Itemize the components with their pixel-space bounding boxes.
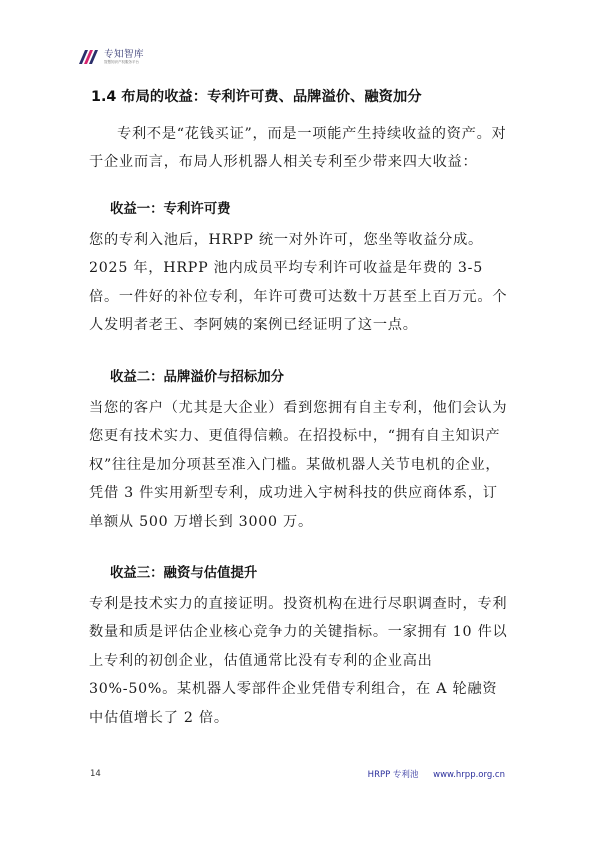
logo xyxy=(79,49,144,65)
benefit-1-heading: 收益一：专利许可费 xyxy=(110,202,231,217)
logo-title: 专知智库 xyxy=(104,49,145,60)
benefit-3-body: 专利是技术实力的直接证明。投资机构在进行尽职调查时，专利数量和质是评估企业核心竞争力的关键指标。一家拥有 10 件以上专利的初创企业，估值通常比没有专利的企业高出 30%-50%。某机器人零部件企业凭借专利组合，在 A 轮融资中估值增长了 2 倍。 xyxy=(89,596,508,726)
benefit-2-heading: 收益二：品牌溢价与招标加分 xyxy=(110,370,285,385)
footer-brand: HRPP 专利池 xyxy=(367,770,419,780)
footer-url[interactable]: www.hrpp.org.cn xyxy=(433,770,505,780)
section-title: 1.4 布局的收益：专利许可费、品牌溢价、融资加分 xyxy=(91,89,422,105)
benefit-2-body: 当您的客户（尤其是大企业）看到您拥有自主专利，他们会认为您更有技术实力、更值得信赖。在招投标中，“拥有自主知识产权”往往是加分项甚至准入门槛。某做机器人关节电机的企业，凭借 3 件实用新型专利，成功进入宇树科技的供应商体系，订单额从 500 万增长到 3000 万。 xyxy=(89,400,508,530)
benefit-3-heading: 收益三：融资与估值提升 xyxy=(110,566,258,581)
logo-subtitle: 智慧知识产权服务平台 xyxy=(104,60,139,64)
footer-brand-block xyxy=(368,768,505,780)
logo-mark-icon xyxy=(79,49,101,65)
page-number: 14 xyxy=(90,769,101,779)
benefit-1-body: 您的专利入池后，HRPP 统一对外许可，您坐等收益分成。2025 年，HRPP 池内成员平均专利许可收益是年费的 3-5 倍。一件好的补位专利，年许可费可达数十万甚至上百万元。个人发明者老王、李阿姨的案例已经证明了这一点。 xyxy=(89,232,508,334)
intro-paragraph: 专利不是“花钱买证”，而是一项能产生持续收益的资产。对于企业而言，布局人形机器人相关专利至少带来四大收益： xyxy=(89,126,507,171)
